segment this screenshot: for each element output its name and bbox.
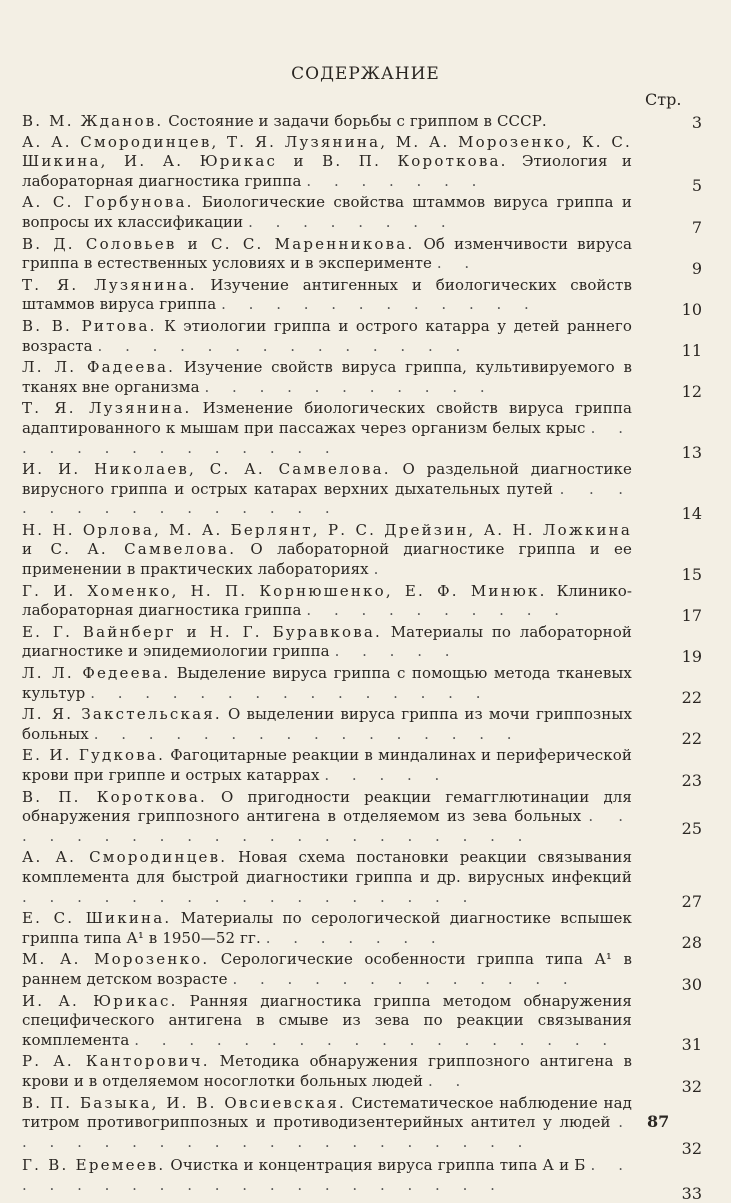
toc-entry [22,460,722,523]
toc-entry-authors: В. В. Ритова. [22,316,157,335]
toc-entry-title: Изучение антигенных и биологических свойств штаммов вируса гриппа [22,275,632,314]
toc-entry-leader: . . . . . . . . . . . . . . . . . . . . [22,1113,632,1151]
toc-entry-page: 32 [681,1076,702,1096]
toc-entry [22,399,722,463]
toc-entry [22,909,722,953]
toc-entry-authors: И. А. Юрикас. [22,991,178,1010]
toc-entry-text [22,521,632,580]
toc-entry-authors: В. П. Короткова. [22,787,207,806]
toc-entry [22,581,722,625]
toc-entry-leader: . . . . . . . . . . . . . . [97,336,470,355]
toc-entry-page: 11 [681,341,702,361]
toc-entry-title: Об изменчивости вируса гриппа в естественных условиях и в эксперименте [22,234,632,273]
toc-entry-text [22,1094,632,1153]
toc-entry-title: Очистка и концентрация вируса гриппа типа А и Б [165,1156,586,1175]
toc-list [22,110,722,1203]
toc-entry [22,520,722,584]
toc-entry-text [22,133,632,192]
toc-entry-title: Материалы по серологической диагностике вспышек гриппа типа А¹ в 1950—52 гг. [22,909,633,947]
toc-entry [22,234,722,278]
toc-entry-leader: . . [436,254,479,273]
toc-entry-text [22,909,632,948]
toc-entry-page: 30 [681,974,702,994]
toc-entry-text [22,399,632,458]
toc-entry [22,316,722,361]
toc-entry-authors: Т. Я. Лузянина. [22,275,197,294]
toc-entry-leader: . . . . . . . . . . . . . . . [22,479,632,518]
toc-entry [22,1093,722,1159]
toc-entry-title: Выделение вируса гриппа с помощью метода тканевых культур [22,664,632,702]
toc-entry-leader: . . . . . . . . . . [306,601,568,620]
toc-entry-page: 5 [691,176,702,196]
toc-entry-text [22,235,632,274]
toc-entry-page: 13 [681,443,702,463]
toc-entry [22,275,722,319]
toc-entry-authors: М. А. Морозенко. [22,950,210,969]
toc-entry-title: Изменение биологических свойств вируса гриппа адаптированного к мышам при пассажах через организм белых крыс [22,399,632,437]
toc-entry-text [22,193,632,232]
page-title: СОДЕРЖАНИЕ [291,64,440,84]
toc-entry-leader: . . . . . . . . . . . . . . . . . . [134,1030,617,1049]
toc-entry-authors: В. Д. Соловьев и С. С. Маренникова. [22,234,415,253]
toc-entry-title: Методика обнаружения гриппозного антигена в крови и в отделяемом носоглотки больных людей [22,1052,632,1090]
toc-entry-text [22,1156,632,1195]
toc-entry-page: 9 [691,258,702,278]
page-number: 87 [647,1112,670,1131]
toc-entry-text [22,460,632,519]
toc-entry-authors: Г. И. Хоменко, Н. П. Корнюшенко, Е. Ф. Минюк. [22,581,547,600]
toc-entry [22,1052,722,1096]
toc-entry-leader: . . . . . . . . . . . . . . . . [93,724,521,743]
toc-entry-title: О выделении вируса гриппа из мочи гриппозных больных [22,705,633,743]
toc-entry-authors: Е. И. Гудкова. [22,746,166,765]
toc-entry-page: 31 [681,1035,702,1055]
toc-entry-title: Систематическое наблюдение над титром противогриппозных и противодизентерийных антител у людей [22,1093,633,1132]
toc-entry-authors: Л. Я. Закстельская. [22,705,222,724]
toc-entry-leader: . . . . . . . . . . . . . . . . . . . . . [22,807,632,845]
toc-entry-page: 10 [681,299,702,319]
toc-entry-text [22,950,632,989]
toc-entry-text [22,705,632,744]
toc-entry-authors: Л. Л. Федеева. [22,664,171,683]
toc-entry-title: Новая схема постановки реакции связывания комплемента для быстрой диагностики гриппа и др. вирусных инфекций [22,848,633,886]
toc-entry-title: Состояние и задачи борьбы с гриппом в СССР. [163,112,547,130]
toc-entry-authors: Н. Н. Орлова, М. А. Берлянт, Р. С. Дрейзин, А. Н. Ложкина и С. А. Самвелова. [22,520,632,559]
toc-entry-title: О раздельной диагностике вирусного гриппа и острых катарах верхних дыхательных путей [22,460,632,498]
toc-entry [22,1156,722,1203]
toc-entry-title: О лабораторной диагностике гриппа и ее применении в практических лабораториях [22,540,632,579]
toc-entry-authors: А. С. Горбунова. [22,193,194,212]
toc-entry-leader: . . . . . . . . . . . . . . . . . . . . [22,1156,632,1194]
toc-entry-page: 14 [681,503,702,523]
toc-entry-page: 17 [681,605,702,625]
toc-entry [22,112,722,132]
toc-entry-leader: . [373,560,388,579]
toc-entry-page: 19 [681,647,702,667]
toc-entry-authors: Р. А. Канторович. [22,1052,210,1071]
toc-entry-page: 22 [681,688,702,708]
toc-entry-authors: В. П. Базыка, И. В. Овсиевская. [22,1093,346,1112]
toc-entry-page: 25 [681,819,702,839]
toc-entry-page: 3 [691,112,702,132]
toc-entry-text [22,848,632,907]
toc-entry-page: 7 [691,217,702,237]
toc-entry-text [22,582,632,621]
toc-entry-title: Ранняя диагностика гриппа методом обнаружения специфического антигена в смыве из зева по реакции связывания комплемента [22,991,632,1049]
toc-entry-leader: . . . . . . . . . . . . . . [22,418,632,457]
toc-entry-title: Этиология и лабораторная диагностика гриппа [22,152,632,190]
toc-entry [22,848,722,912]
toc-entry-leader: . . . . . . . . . . . . . . . . . [22,887,477,906]
toc-entry-text [22,1052,632,1091]
toc-entry-page: 28 [681,933,702,953]
toc-entry-title: Материалы по лабораторной диагностике и эпидемиологии гриппа [22,622,632,661]
toc-entry-text [22,358,632,397]
toc-entry-leader: . . . . . [324,766,449,784]
toc-entry-leader: . . . . . . . [306,171,486,190]
toc-entry-text [22,788,632,847]
toc-entry-text [22,746,632,785]
toc-entry-text [22,992,632,1051]
toc-entry-page: 22 [681,729,702,749]
toc-entry-leader: . . . . . . . . . . . [204,377,494,396]
toc-entry-authors: Л. Л. Фадеева. [22,358,176,377]
toc-entry-authors: Е. С. Шикина. [22,909,172,928]
page-column-label: Стр. [645,90,682,109]
toc-entry [22,358,722,402]
toc-entry-authors: А. А. Смородинцев, Т. Я. Лузянина, М. А. Морозенко, К. С. Шикина, И. А. Юрикас и В. П. Короткова. [22,132,632,171]
toc-entry-leader: . . . . . . . [265,928,445,947]
toc-entry-page: 12 [681,382,702,402]
toc-entry [22,664,722,708]
toc-entry-text [22,317,632,356]
toc-entry-page: 23 [681,770,702,790]
toc-entry-title: Биологические свойства штаммов вируса гриппа и вопросы их классификации [22,193,632,231]
toc-entry-page: 15 [681,564,702,584]
toc-entry-leader: . . . . . . . . . . . . . . . [90,683,490,702]
toc-entry-title: Фагоцитарные реакции в миндалинах и периферической крови при гриппе и острых катаррах [22,746,632,784]
toc-entry-leader: . . [427,1071,470,1090]
toc-entry-leader: . . . . . . . . [248,212,455,231]
toc-entry [22,132,722,196]
toc-entry-title: О пригодности реакции гемагглютинации для обнаружения гриппозного антигена в отделяемом из зева больных [22,787,632,826]
toc-entry [22,193,722,237]
toc-entry-leader: . . . . . [334,642,459,661]
toc-entry-text [22,276,632,315]
toc-entry-leader: . . . . . . . . . . . . . [232,969,577,988]
toc-entry-page: 33 [681,1184,702,1203]
toc-entry-authors: Е. Г. Вайнберг и Н. Г. Буравкова. [22,622,382,641]
toc-entry-authors: В. М. Жданов. [22,112,164,130]
toc-entry-authors: Г. В. Еремеев. [22,1156,166,1175]
toc-entry [22,950,722,994]
toc-entry-authors: Т. Я. Лузянина. [22,399,192,418]
toc-entry-page: 27 [681,892,702,912]
toc-entry-authors: А. А. Смородинцев. [22,848,228,867]
toc-entry-leader: . . . . . . . . . . . . [221,295,538,314]
toc-entry [22,991,722,1055]
toc-entry-title: Клинико-лабораторная диагностика гриппа [22,581,632,620]
toc-entry-title: К этиологии гриппа и острого катарра у детей раннего возраста [22,316,632,355]
toc-entry-title: Серологические особенности гриппа типа А¹ в раннем детском возрасте [22,950,633,988]
toc-entry-title: Изучение свойств вируса гриппа, культивируемого в тканях вне организма [22,358,632,396]
toc-entry-text [22,623,632,662]
toc-entry-text [22,112,632,132]
toc-entry [22,746,722,790]
toc-entry-authors: И. И. Николаев, С. А. Самвелова. [22,460,391,479]
toc-entry-text [22,664,632,703]
toc-entry-page: 32 [681,1139,702,1159]
toc-entry [22,622,722,667]
toc-entry [22,788,722,847]
toc-entry [22,705,722,749]
